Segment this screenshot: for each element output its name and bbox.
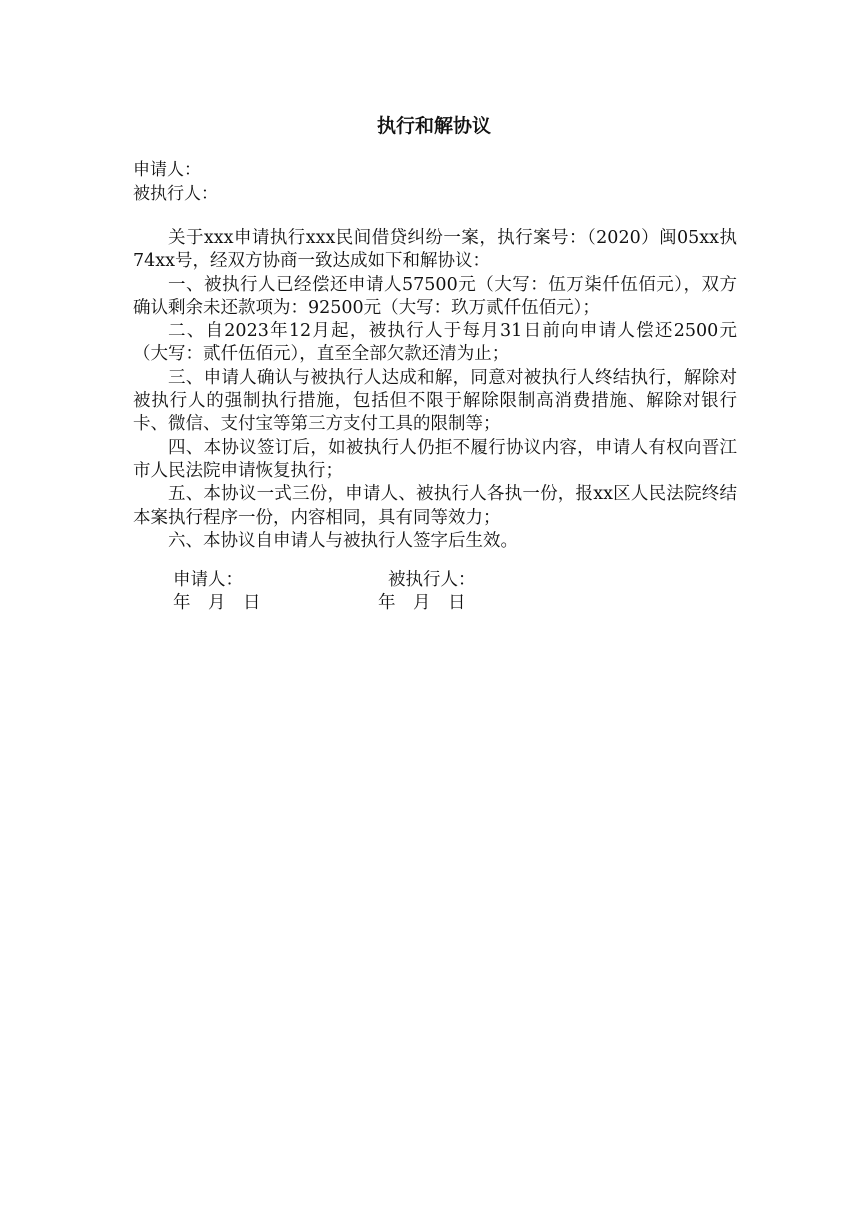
- signature-respondent-label: 被执行人：: [388, 570, 476, 590]
- clause-6: 六、本协议自申请人与被执行人签字后生效。: [168, 530, 518, 551]
- applicant-label: 申请人：: [133, 160, 201, 180]
- signature-applicant-date: 年 月 日: [173, 593, 261, 613]
- clause-3: 三、申请人确认与被执行人达成和解，同意对被执行人终结执行，解除对被执行人的强制执行措施，包括但不限于解除限制高消费措施、解除对银行卡、微信、支付宝等第三方支付工具的限制等；: [133, 367, 737, 435]
- document-title: 执行和解协议: [376, 115, 491, 137]
- clause-5: 五、本协议一式三份，申请人、被执行人各执一份，报xx区人民法院终结本案执行程序一份，内容相同，具有同等效力；: [133, 484, 737, 528]
- respondent-label: 被执行人：: [133, 184, 218, 204]
- clause-1: 一、被执行人已经偿还申请人57500元（大写：伍万柒仟伍佰元），双方确认剩余未还款项为：92500元（大写：玖万贰仟伍佰元）；: [133, 274, 737, 318]
- clause-2: 二、自2023年12月起，被执行人于每月31日前向申请人偿还2500元（大写：贰仟伍佰元），直至全部欠款还清为止；: [133, 321, 737, 365]
- signature-applicant-label: 申请人：: [173, 570, 243, 590]
- signature-respondent-date: 年 月 日: [378, 593, 466, 613]
- agreement-body: [133, 227, 737, 553]
- intro-paragraph: 关于xxx申请执行xxx民间借贷纠纷一案，执行案号：（2020）闽05xx执74xx号，经双方协商一致达成如下和解协议：: [133, 228, 737, 272]
- clause-4: 四、本协议签订后，如被执行人仍拒不履行协议内容，申请人有权向晋江市人民法院申请恢复执行；: [133, 437, 737, 481]
